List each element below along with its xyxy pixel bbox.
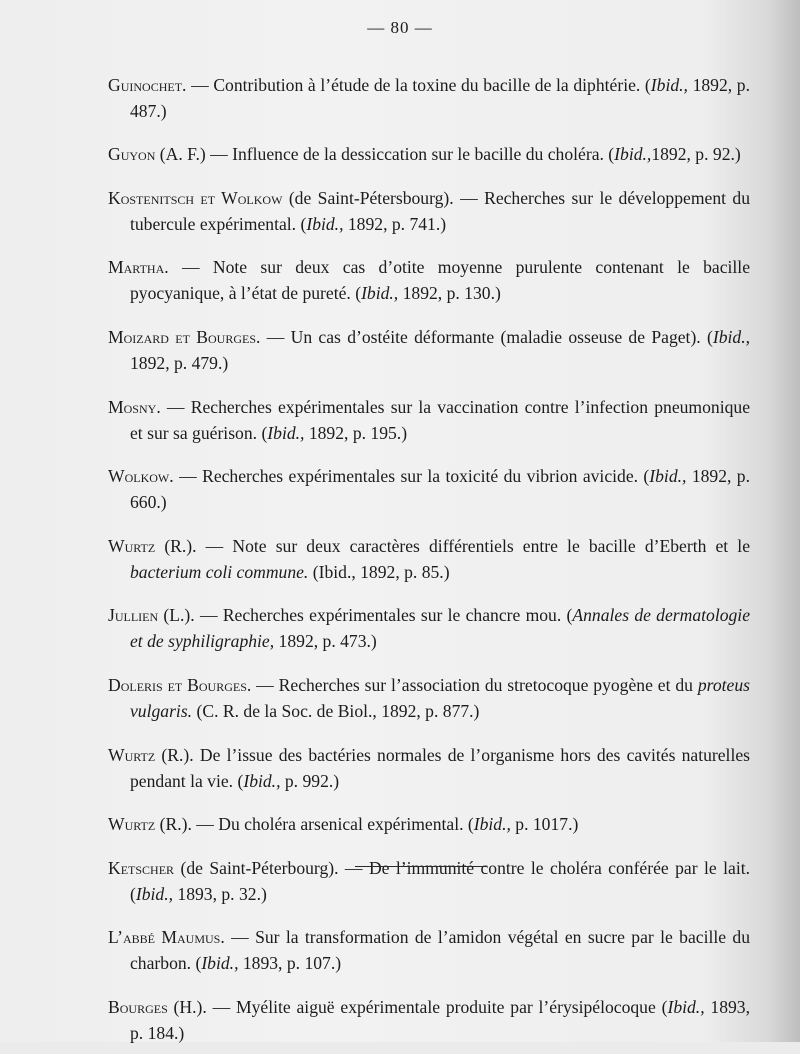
bibliography-entry [108,394,750,446]
entry-text: Recherches sur le développement du tubercule expérimental. ( [130,187,750,234]
entry-citation: 1893, p. 184.) [130,996,750,1043]
entry-source: Ibid., [712,326,751,347]
bibliography-entry [108,463,750,515]
entry-text: Recherches sur l’association du stretocoque pyogène et du [278,674,698,695]
entry-source: bacterium coli commune. [130,561,309,582]
entry-author: Guyon (A. F.) [108,144,206,165]
entry-citation: 1893, p. 107.) [238,953,342,974]
entry-separator: — [251,674,279,695]
bibliography-entry [108,742,750,794]
entry-text: Influence de la dessiccation sur le bacille du choléra. ( [232,144,615,165]
entry-author: Doleris et Bourges. [108,674,252,695]
entry-citation: (C. R. de la Soc. de Biol., 1892, p. 877.) [192,700,480,721]
bibliography-entry [108,811,750,837]
bibliography-entry [108,324,750,376]
entry-citation: 1893, p. 32.) [173,883,267,904]
entry-separator: — [168,257,213,278]
entry-separator: — [160,396,191,417]
entry-separator: — [186,74,214,95]
entry-author: Wurtz (R.). [108,814,192,835]
bibliography-entry [108,672,750,724]
bibliography-entry [108,855,750,907]
page-number: — 80 — [367,18,433,37]
entry-text: Contribution à l’étude de la toxine du bacille de la diphtérie. ( [213,74,651,95]
entry-source: Ibid., [649,466,687,487]
bibliography-entry [108,533,750,585]
entry-author: Wurtz (R.). [108,535,197,556]
entry-text: Recherches expérimentales sur la toxicité du vibrion avicide. ( [202,466,650,487]
entry-citation: p. 1017.) [510,814,579,835]
entry-text: De l’issue des bactéries normales de l’organisme hors des cavités naturelles pendant la vie. ( [130,744,750,791]
entry-separator: — [173,466,203,487]
entry-source: Ibid., [243,770,281,791]
entry-text: De l’immunité contre le choléra conférée par le lait. ( [130,857,750,904]
entry-text: Recherches expérimentales sur la vaccination contre l’infection pneumonique et sur sa guérison. ( [130,396,750,443]
entry-source: Ibid., [306,213,344,234]
entry-source: Ibid., [614,144,652,165]
entry-separator: — [191,814,219,835]
bibliography-entry [108,141,750,167]
entry-author: Jullien (L.). [108,605,195,626]
bibliography-entry [108,185,750,237]
entry-text: Un cas d’ostéite déformante (maladie osseuse de Paget). ( [290,326,713,347]
entry-citation: 1892, p. 479.) [130,352,229,373]
entry-source: Ibid., [361,283,399,304]
entry-author: Mosny. [108,396,161,417]
entry-citation: 1892, p. 92.) [651,144,741,165]
entry-source: Ibid., [473,814,511,835]
bibliography-entry [108,924,750,976]
entry-separator: — [206,996,236,1017]
entry-source: Ibid., [650,74,688,95]
entry-author: Moizard et Bourges. [108,326,261,347]
entry-source: Annales de dermatologie et de syphiligraphie, [130,605,751,652]
entry-separator: — [224,927,256,948]
end-rule [355,866,487,867]
entry-author: Ketscher [108,857,175,878]
entry-separator: (de Saint-Péterbourg). — [174,857,369,878]
entry-source: Ibid., [135,883,173,904]
entry-author: L’abbé Maumus. [108,927,225,948]
entry-separator: — [205,144,233,165]
entry-citation: 1892, p. 487.) [130,74,750,121]
entry-separator: — [194,605,223,626]
entry-citation: p. 992.) [280,770,340,791]
entry-source: Ibid., [267,422,305,443]
entry-author: Bourges (H.). [108,996,207,1017]
entry-citation: 1892, p. 195.) [304,422,408,443]
entry-author: Wurtz (R.). [108,744,194,765]
entry-text: Du choléra arsenical expérimental. ( [218,814,474,835]
entry-source: proteus vulgaris. [130,674,750,721]
bibliography-entry [108,602,750,654]
entry-separator: — [260,326,291,347]
entry-citation: 1892, p. 473.) [274,631,377,652]
entry-text: Note sur deux cas d’otite moyenne purulente contenant le bacille pyocyanique, à l’état de pureté. ( [130,257,751,304]
entry-citation: (Ibid., 1892, p. 85.) [308,561,450,582]
entry-author: Martha. [108,257,169,278]
entry-text: Myélite aiguë expérimentale produite par l’érysipélocoque ( [235,996,668,1017]
entry-separator: (de Saint-Pétersbourg). — [282,187,485,208]
entry-separator: — [196,535,233,556]
entry-text: Sur la transformation de l’amidon végétal en sucre par le bacille du charbon. ( [130,927,751,974]
entry-author: Kostenitsch et Wolkow [108,187,283,208]
entry-text: Recherches expérimentales sur le chancre mou. ( [222,605,573,626]
bibliography-list [108,54,750,1054]
entry-author: Guinochet. [108,74,187,95]
entry-source: Ibid., [201,953,239,974]
entry-citation: 1892, p. 660.) [130,466,751,513]
entry-author: Wolkow. [108,466,174,487]
entry-citation: 1892, p. 130.) [398,283,501,304]
bibliography-entry [108,72,750,124]
entry-text: Note sur deux caractères différentiels entre le bacille d’Eberth et le [232,535,750,556]
entry-source: Ibid., [667,996,705,1017]
entry-citation: 1892, p. 741.) [343,213,447,234]
bibliography-entry [108,994,750,1046]
bibliography-entry [108,254,750,306]
